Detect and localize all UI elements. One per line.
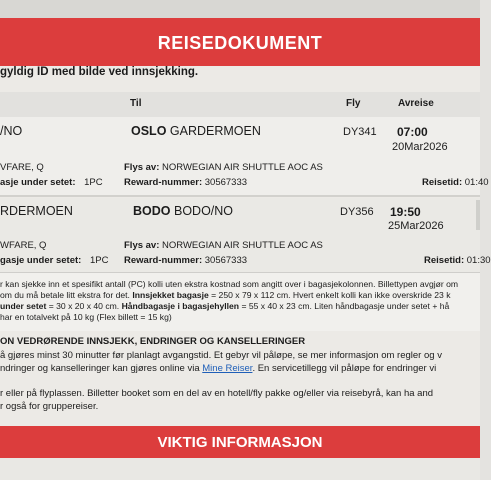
baggage-info-line: har en totalvekt på 10 kg (Flex billett = 15 kg) — [0, 312, 172, 322]
operated-by-value: NORWEGIAN AIR SHUTTLE AOC AS — [162, 240, 323, 251]
reward-number: 30567333 — [204, 255, 248, 266]
departure-date: 25Mar2026 — [388, 220, 444, 232]
travel-time-label: Reisetid: — [422, 177, 463, 188]
text: om du må betale litt ekstra for det. — [0, 290, 133, 300]
text: = 55 x 40 x 23 cm. Liten håndbagasje under setet + hå — [239, 301, 450, 311]
operated-by-label: Flys av: — [124, 162, 160, 173]
flight-segment — [0, 198, 491, 272]
operated-by — [124, 240, 323, 251]
text: = 30 x 20 x 40 cm. — [46, 301, 122, 311]
travel-time — [422, 177, 489, 188]
reward-label: Reward-nummer: — [124, 177, 203, 188]
top-strip — [0, 0, 480, 18]
checkin-section-title: ON VEDRØRENDE INNSJEKK, ENDRINGER OG KANSELLERINGER — [0, 336, 306, 347]
reward — [124, 177, 247, 188]
origin: /NO — [0, 124, 23, 138]
flight-number: DY356 — [340, 206, 374, 218]
operated-by-value: NORWEGIAN AIR SHUTTLE AOC AS — [162, 162, 323, 173]
cabin-bag-label: gasje under setet: — [0, 255, 82, 266]
document-title-banner: REISEDOKUMENT — [0, 18, 480, 66]
destination — [131, 124, 261, 138]
operated-by — [124, 162, 323, 173]
text: . En servicetillegg vil påløpe for endringer vi — [252, 363, 437, 374]
text: = 250 x 79 x 112 cm. Hvert enkelt kolli kan ikke overskride 23 k — [208, 290, 451, 300]
reward — [124, 255, 247, 266]
departure-time: 19:50 — [390, 205, 421, 219]
travel-time — [424, 255, 491, 266]
destination-city: OSLO — [131, 124, 167, 138]
important-info-banner: VIKTIG INFORMASJON — [0, 426, 480, 458]
cabin-bag-value: 1PC — [89, 255, 109, 266]
reward-number: 30567333 — [204, 177, 248, 188]
travel-time-label: Reisetid: — [424, 255, 465, 266]
baggage-info-line — [0, 290, 451, 300]
operated-by-label: Flys av: — [124, 240, 160, 251]
id-requirement-note: gyldig ID med bilde ved innsjekking. — [0, 66, 199, 78]
baggage-info-line — [0, 301, 449, 311]
cabin-bag-value: 1PC — [84, 177, 103, 188]
flight-number: DY341 — [343, 126, 377, 138]
column-flight: Fly — [346, 98, 361, 109]
origin: RDERMOEN — [0, 204, 73, 218]
column-to: Til — [130, 98, 142, 109]
mine-reiser-link[interactable]: Mine Reiser — [202, 363, 253, 374]
checked-baggage-label: Innsjekket bagasje — [132, 290, 209, 300]
fare-class: WFARE, Q — [0, 240, 47, 251]
travel-time-value: 01:40 — [464, 177, 489, 188]
checkin-paragraph: r eller på flyplassen. Billetter booket som en del av en hotell/fly pakke og/eller via reisebyrå, kan ha and — [0, 388, 434, 399]
baggage-info-line: r kan sjekke inn et spesifikt antall (PC) kolli uten ekstra kostnad som angitt over i bagasjekolonnen. Billettypen avgjør om — [0, 279, 459, 289]
destination-airport: GARDERMOEN — [169, 124, 261, 138]
destination-airport: BODO/NO — [173, 204, 234, 218]
destination — [133, 204, 233, 218]
overhead-bin-label: Håndbagasje i bagasjehyllen — [121, 301, 240, 311]
checkin-paragraph: r også for gruppereiser. — [0, 401, 99, 412]
fare-class: VFARE, Q — [0, 162, 44, 173]
cabin-bag-label: asje under setet: — [0, 177, 76, 188]
flight-segment — [0, 117, 489, 195]
page-edge — [476, 200, 480, 230]
text: ndringer og kanselleringer kan gjøres online via — [0, 363, 203, 374]
cabin-bag — [0, 177, 103, 188]
itinerary-header — [0, 92, 480, 117]
column-departure: Avreise — [398, 98, 434, 109]
baggage-info — [0, 272, 480, 331]
reward-label: Reward-nummer: — [124, 255, 203, 266]
checkin-paragraph — [0, 363, 436, 376]
travel-time-value: 01:30 — [466, 255, 491, 266]
segment-divider — [0, 195, 480, 197]
destination-city: BODO — [133, 204, 171, 218]
checkin-paragraph: å gjøres minst 30 minutter før planlagt avgangstid. Et gebyr vil påløpe, se mer informasjon om regler og v — [0, 350, 442, 361]
departure-time: 07:00 — [397, 125, 428, 139]
under-seat-label: under setet — [0, 301, 47, 311]
cabin-bag — [0, 255, 108, 266]
bottom-strip — [0, 458, 480, 480]
departure-date: 20Mar2026 — [392, 141, 448, 153]
